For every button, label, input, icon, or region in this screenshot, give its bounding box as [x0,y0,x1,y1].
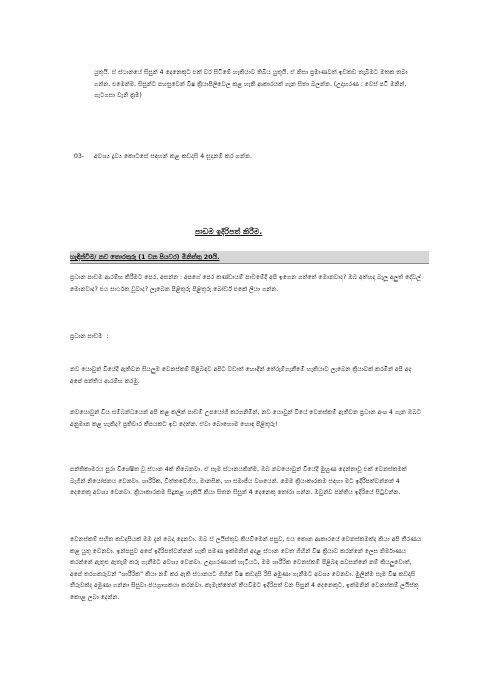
paragraph-pre-lesson-question: ප්‍රධාන පාඩම ආරම්භ කිරීමට පෙර, අසන්න : අපගේ පෙර කණ්ඩායම් පාඩමේදී අපි ඉගෙන ගත්තේ මොනවාද? ඔබ අත්හදා බැලූ අලුත් දේවල් මොනවාද? එය සාර්ථක වූවාද? ලැබෙන පිළිතුරු පිළිතුරු බෝර්ඩ් එකේ ලියා ගන්න. [70,274,423,293]
paragraph-main-lesson-label: ප්‍රධාන පාඩම : [70,333,109,340]
intro-paragraph: යුතුයි. ඒ ස්ථානයේ සිසුන් 4 දෙනෙකුට එක් වර සිටීමේ හැකියාව තිබිය යුතුයි. ඒ නිසා ප්‍රමාණවත් ඉඩකඩ තැබීමට මතක තබා ගන්න. එමෙන්ම, සිසුන්ට පහසුවෙන් විෂ ක්‍රියාපිලිවෙල කළ හැකි ආකාරයක් ගැන සිතා බලන්න. (උදාහරණ : වෙස් පටි මනින්, ගැටගසා වැනි ක්‍රම) [94,69,410,100]
section-title: පාඩම ඉදිරිපත් කිරීම. [195,227,263,236]
intro-bar-label: හැඳින්වීම/ නව තොරතුරු (1 වන පියවර) මිනිත්තු 20යි. [70,254,220,261]
paragraph-four-areas: නවයොවුන් විය සම්බන්ධයෙන් අපි කළ කලින් පාඩම් උපයෝගී කරගනිමින්, නව යොවුන් වියේ වෙනස්කම් ඇතිවන ප්‍රධාන අංශ 4 ගැන ඔබට අනුමාන කළ හැකිද? ප්‍රතිචාර කීපයකට ඉඩ දෙන්න. ඒවා බොහොම හොඳ පිළිතුරු! [70,409,423,428]
list-item-number: 03- [74,153,85,160]
paragraph-activity-instructions: වෙනස්කම් සහිත කඩදාසියක් මම දැන් බෙදා දෙනවා. ඔබ ඒ ලයිස්තුව කියවීමෙන් පසුව, එය කොන ආකාරයේ වෙනස්කමක්ද කියා අපි තීරණය කළ යුතු වෙනවා. ඉන්පසුව අපේ ඉදිරිපත්වන්නන් හැකි පමණ ඉක්මනින් අදාළ ස්ථාන වෙත ගිහින් විෂ ක්‍රියාව කරන්නේ ලෙස නිර්මාණය කරන්නේ ඇතුළු ඇතැම් කරු ගැනීමට අවශ්‍ය වෙනවා. උදාහරණයක් හැටියට, මම ශාරීරික වෙනස්කම් පිළිබඳ පවසන්නේ නම් කියලුවොත්, අපේ තරගකරුවන් “ශාරීරික” කියා නම් කර ඇති ස්ථානයට ගිහින් විෂ කඩදාසි රිසි අමුණා ගැනීමට අවශ්‍ය වෙනවා. මුලින්ම සෑම විෂ කඩදාසි තීරුවක්ද අමුණා ගන්නා සිසුවා ජයග්‍රාහකයා කරනවා. කැමැත්තෙන් කියවීමට ඉදිරිපත් වන සිසුන් 4 දෙනෙකුට, ඉක්මනින් වෙනස්කම් ලයිස්තු කොළ ලබා දෙන්න. [70,536,424,601]
list-item-text: අවශ්‍ය ද්‍රව්‍ය කොටසේ සඳහන් කළ කඩදාසි 4 සූදානම් කර ගන්න. [94,153,252,160]
paragraph-four-stations: පන්තිකාමරය පුරා විශේෂිත වූ ස්ථාන 4ක් තිබෙනවා. ඒ සෑම ස්ථානයකින්ම, ඔබ නවයොවුන් වියේදී මුහුණ දෙන්නාවූ එක් වෙනස්කමක් බැගින් නියෝජනය වෙනවා. ශාරීරික, චිත්තවේගීය, මානසික, හා සමාජීය වශයෙන්. මෙම ක්‍රියාකාරකම සඳහා මට ඉදිරිපත්වන්නන් 4 දෙනෙකු අවශ්‍ය වෙනවා. ක්‍රියාකාරකම සිදුකළ හැකියි කියා සිතන සිසුන් 4 දෙනෙකු තෝරා ගන්න. ඔවුන්ව පන්තිය ඉදිරියේ සිටුවන්න. [70,466,409,497]
paragraph-lesson-intro: නව යොවුන් වියේදී ඇතිවන සියලුම වෙනස්කම් පිළිබඳව අපිට වඩාත් හොඳින් තේරුම්ගැනීමේ හැකියාව ලැබෙන ක්‍රියාවක් කරමින් අපි අද අපේ පන්තිය ආරම්භ කරමු. [70,366,414,385]
